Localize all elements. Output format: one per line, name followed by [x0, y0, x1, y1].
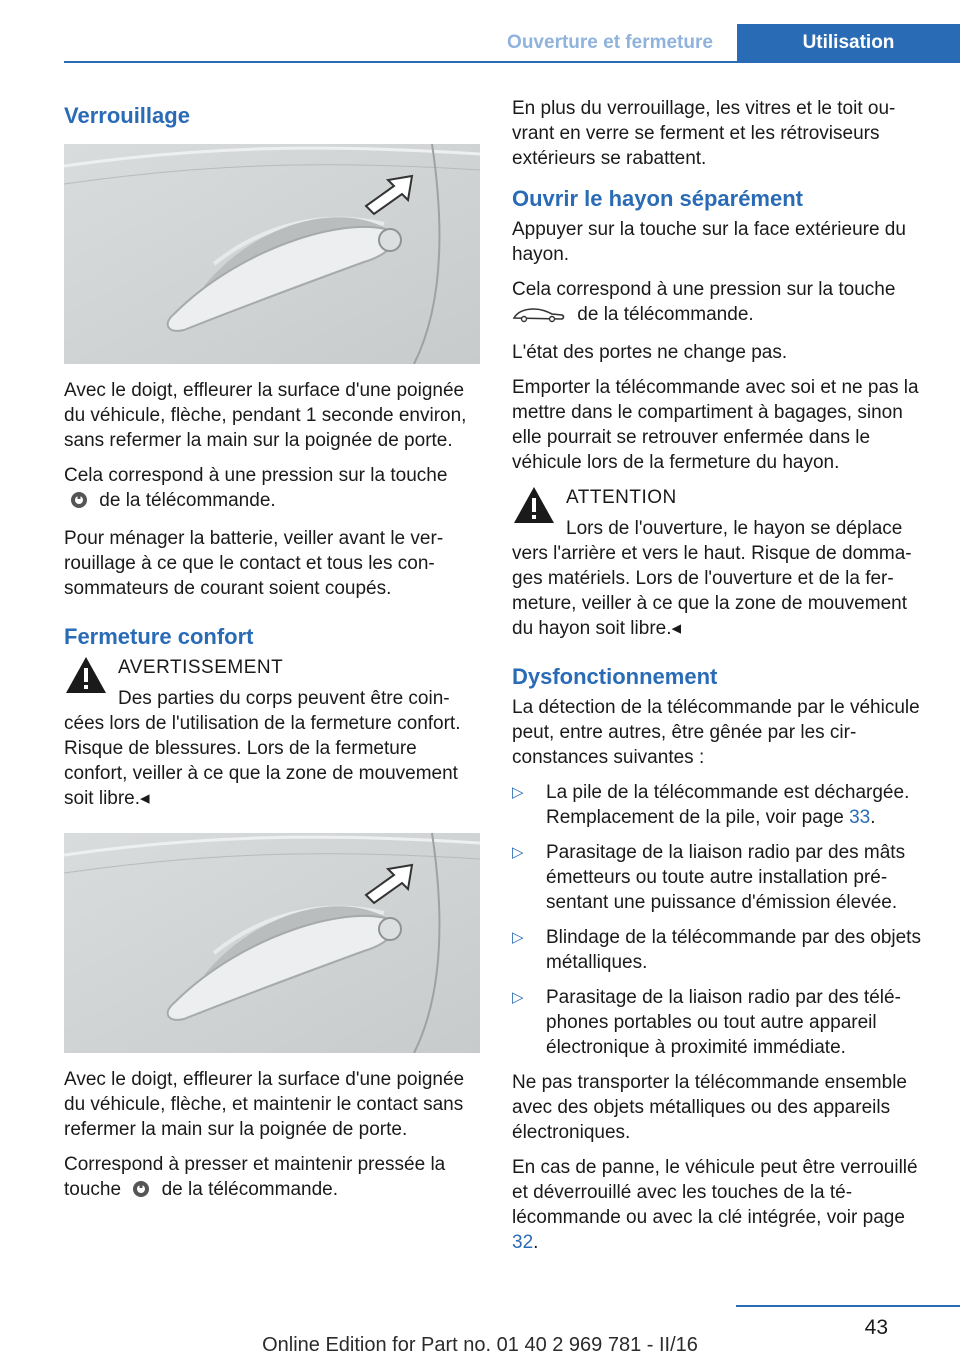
- warning-title: AVERTISSEMENT: [118, 657, 284, 678]
- para-tailgate-remote-text: Cela correspond à une pression sur la touche: [512, 279, 896, 300]
- left-column: [64, 96, 482, 1215]
- para-comfort-instruction: Avec le doigt, effleurer la surface d'une poignée du véhicule, flèche, et maintenir le contact sans refermer la main sur la poignée de porte.: [64, 1069, 465, 1140]
- heading-dysfonctionnement: Dysfonctionnement: [512, 664, 718, 689]
- para-transport-advice: Ne pas transporter la télécommande ensemble avec des objets métalliques ou des appareils électroniques.: [512, 1072, 907, 1143]
- attention-block: [512, 485, 928, 641]
- lock-button-icon: [132, 1180, 150, 1205]
- para-tailgate-remote-tail: de la télécommande.: [577, 304, 754, 325]
- list-item-text: Parasitage de la liaison radio par des téléphones portables ou tout autre appareil électronique à proximité immédiate.: [546, 987, 901, 1058]
- para-breakdown: [512, 1155, 928, 1255]
- para-tailgate-button: Appuyer sur la touche sur la face extérieure du hayon.: [512, 219, 906, 265]
- list-item-text: Blindage de la télécommande par des objets métalliques.: [546, 927, 921, 973]
- right-column: [512, 96, 928, 1265]
- header-chapter-tab: Utilisation: [737, 24, 960, 62]
- para-malfunction-intro: La détection de la télécommande par le véhicule peut, entre autres, être gênée par les circonstances suivantes :: [512, 697, 920, 768]
- warning-text: Des parties du corps peuvent être coincées lors de l'utilisation de la fermeture confort. Risque de blessures. Lors de la fermeture confort, veiller à ce que la zone de mouvement soit libre.◂: [64, 688, 461, 809]
- car-trunk-icon: [512, 305, 566, 330]
- page-link-32[interactable]: 32: [512, 1232, 534, 1253]
- warning-triangle-icon: [64, 655, 108, 697]
- heading-ouvrir-hayon: Ouvrir le hayon séparément: [512, 186, 803, 211]
- para-door-state: L'état des portes ne change pas.: [512, 342, 788, 363]
- list-item: [512, 840, 928, 915]
- bullet-marker: ▷: [512, 844, 524, 861]
- footer-edition: Online Edition for Part no. 01 40 2 969 781 - II/16: [262, 1334, 698, 1356]
- para-lock-remote-tail: de la télécommande.: [99, 490, 276, 511]
- list-item: [512, 925, 928, 975]
- header-rule: [64, 61, 960, 63]
- bullet-marker: ▷: [512, 989, 524, 1006]
- para-tailgate-remote: [512, 277, 928, 330]
- para-comfort-remote-tail: de la télécommande.: [161, 1179, 338, 1200]
- para-breakdown-tail: .: [533, 1232, 539, 1253]
- attention-title: ATTENTION: [566, 487, 677, 508]
- list-item: [512, 985, 928, 1060]
- para-intro: En plus du verrouillage, les vitres et le toit ouvrant en verre se ferment et les rétroviseurs extérieurs se rabattent.: [512, 98, 896, 169]
- malfunction-list: [512, 780, 928, 1060]
- bullet-marker: ▷: [512, 929, 524, 946]
- attention-text: Lors de l'ouverture, le hayon se déplace vers l'arrière et vers le haut. Risque de dommages matériels. Lors de l'ouverture et de la fermeture, veiller à ce que la zone de mouvement du hayon soit libre.◂: [512, 518, 912, 639]
- bullet-marker: ▷: [512, 784, 524, 801]
- door-handle-image-lock: [64, 144, 480, 364]
- list-item-text: La pile de la télécommande est déchargée. Remplacement de la pile, voir page: [546, 782, 910, 828]
- header-section-title: Ouverture et fermeture: [507, 32, 713, 53]
- para-comfort-remote: [64, 1152, 482, 1205]
- page-number-rule: [736, 1305, 960, 1307]
- para-breakdown-text: En cas de panne, le véhicule peut être verrouillé et déverrouillé avec les touches de la télécommande ou avec la clé intégrée, voir page: [512, 1157, 918, 1228]
- para-lock-remote-text: Cela correspond à une pression sur la touche: [64, 465, 448, 486]
- lock-button-icon: [70, 491, 88, 516]
- warning-triangle-icon: [512, 485, 556, 527]
- para-battery-advice: Pour ménager la batterie, veiller avant le verrouillage à ce que le contact et tous les consommateurs de courant soient coupés.: [64, 528, 444, 599]
- list-item-tail: .: [870, 807, 876, 828]
- heading-fermeture-confort: Fermeture confort: [64, 624, 254, 649]
- door-handle-image-comfort: [64, 833, 480, 1053]
- heading-verrouillage: Verrouillage: [64, 103, 190, 128]
- page-link-33[interactable]: 33: [849, 807, 871, 828]
- para-comfort-remote-text: Correspond à presser et maintenir pressée la touche: [64, 1154, 446, 1200]
- list-item: [512, 780, 928, 830]
- warning-block: [64, 655, 482, 811]
- para-lock-instruction: Avec le doigt, effleurer la surface d'une poignée du véhicule, flèche, pendant 1 seconde environ, sans refermer la main sur la poignée de porte.: [64, 380, 467, 451]
- para-lock-remote: [64, 463, 482, 516]
- page-number: 43: [864, 1316, 888, 1339]
- list-item-text: Parasitage de la liaison radio par des mâts émetteurs ou toute autre installation présentant une puissance d'émission élevée.: [546, 842, 906, 913]
- para-key-advice: Emporter la télécommande avec soi et ne pas la mettre dans le compartiment à bagages, sinon elle pourrait se retrouver enfermée dans le véhicule lors de la fermeture du hayon.: [512, 377, 919, 473]
